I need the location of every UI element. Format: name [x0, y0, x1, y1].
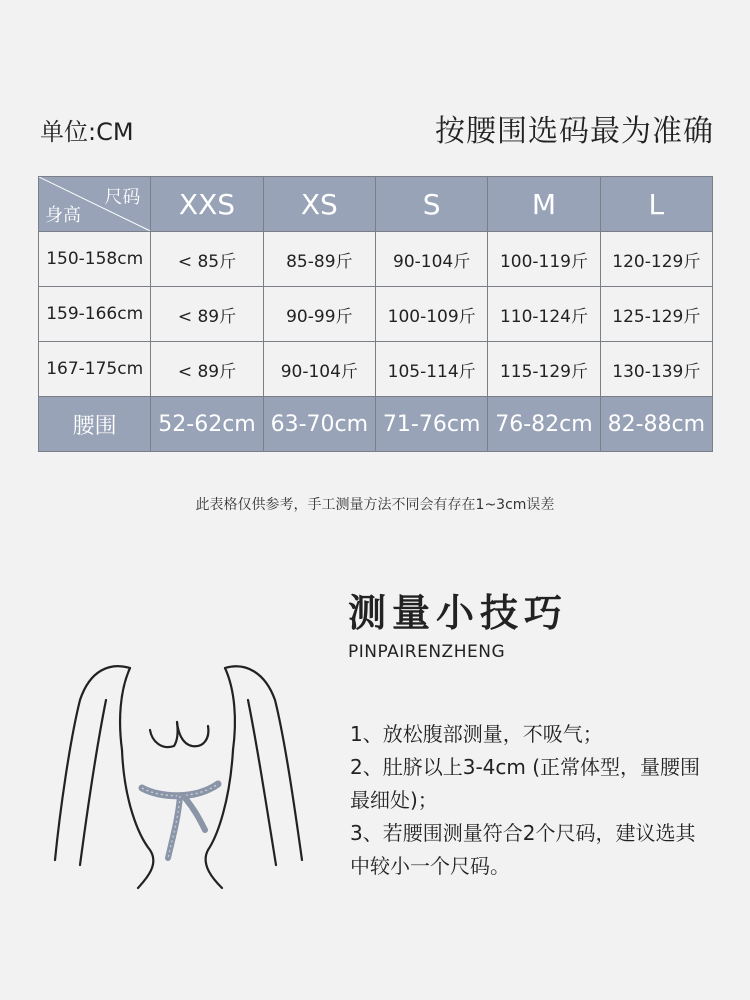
tip-item: 2、肚脐以上3-4cm (正常体型，量腰围最细处)；: [350, 755, 701, 812]
size-header-row: [39, 177, 713, 232]
weight-cell: 120-129斤: [600, 232, 712, 287]
tips-title: 测量小技巧: [348, 591, 569, 635]
waist-cell: 71-76cm: [375, 397, 487, 452]
size-header: XS: [263, 177, 375, 232]
weight-cell: 105-114斤: [375, 342, 487, 397]
body-measure-illustration: [50, 660, 310, 890]
weight-cell: < 89斤: [151, 342, 263, 397]
tips-list: [350, 718, 710, 883]
weight-cell: 90-99斤: [263, 287, 375, 342]
weight-cell: 90-104斤: [375, 232, 487, 287]
weight-cell: 130-139斤: [600, 342, 712, 397]
tip-item: 1、放松腹部测量，不吸气；: [350, 722, 603, 746]
weight-cell: 100-119斤: [488, 232, 600, 287]
corner-size-label: 尺码: [104, 187, 141, 208]
waist-cell: 76-82cm: [488, 397, 600, 452]
size-header: XXS: [151, 177, 263, 232]
weight-cell: 90-104斤: [263, 342, 375, 397]
size-header: L: [600, 177, 712, 232]
tape-measure-icon: [142, 784, 218, 858]
weight-cell: 115-129斤: [488, 342, 600, 397]
weight-cell: 110-124斤: [488, 287, 600, 342]
waist-cell: 82-88cm: [600, 397, 712, 452]
weight-cell: 85-89斤: [263, 232, 375, 287]
height-cell: 159-166cm: [39, 287, 151, 342]
weight-cell: 125-129斤: [600, 287, 712, 342]
weight-cell: 100-109斤: [375, 287, 487, 342]
weight-cell: < 85斤: [151, 232, 263, 287]
corner-height-label: 身高: [45, 205, 81, 226]
tips-subtitle: PINPAIRENZHENG: [348, 642, 506, 662]
height-cell: 150-158cm: [39, 232, 151, 287]
table-row: [39, 232, 713, 287]
height-cell: 167-175cm: [39, 342, 151, 397]
unit-label: 单位:CM: [40, 118, 134, 146]
waist-label: 腰围: [39, 397, 151, 452]
size-table: [38, 176, 713, 452]
headline: 按腰围选码最为准确: [435, 114, 714, 149]
table-row: [39, 342, 713, 397]
waist-row: [39, 397, 713, 452]
tip-item: 3、若腰围测量符合2个尺码，建议选其中较小一个尺码。: [350, 821, 696, 878]
size-header: S: [375, 177, 487, 232]
waist-cell: 52-62cm: [151, 397, 263, 452]
weight-cell: < 89斤: [151, 287, 263, 342]
size-header: M: [488, 177, 600, 232]
disclaimer-note: 此表格仅供参考，手工测量方法不同会有存在1~3cm误差: [195, 497, 555, 513]
waist-cell: 63-70cm: [263, 397, 375, 452]
corner-cell: [39, 177, 151, 232]
table-row: [39, 287, 713, 342]
